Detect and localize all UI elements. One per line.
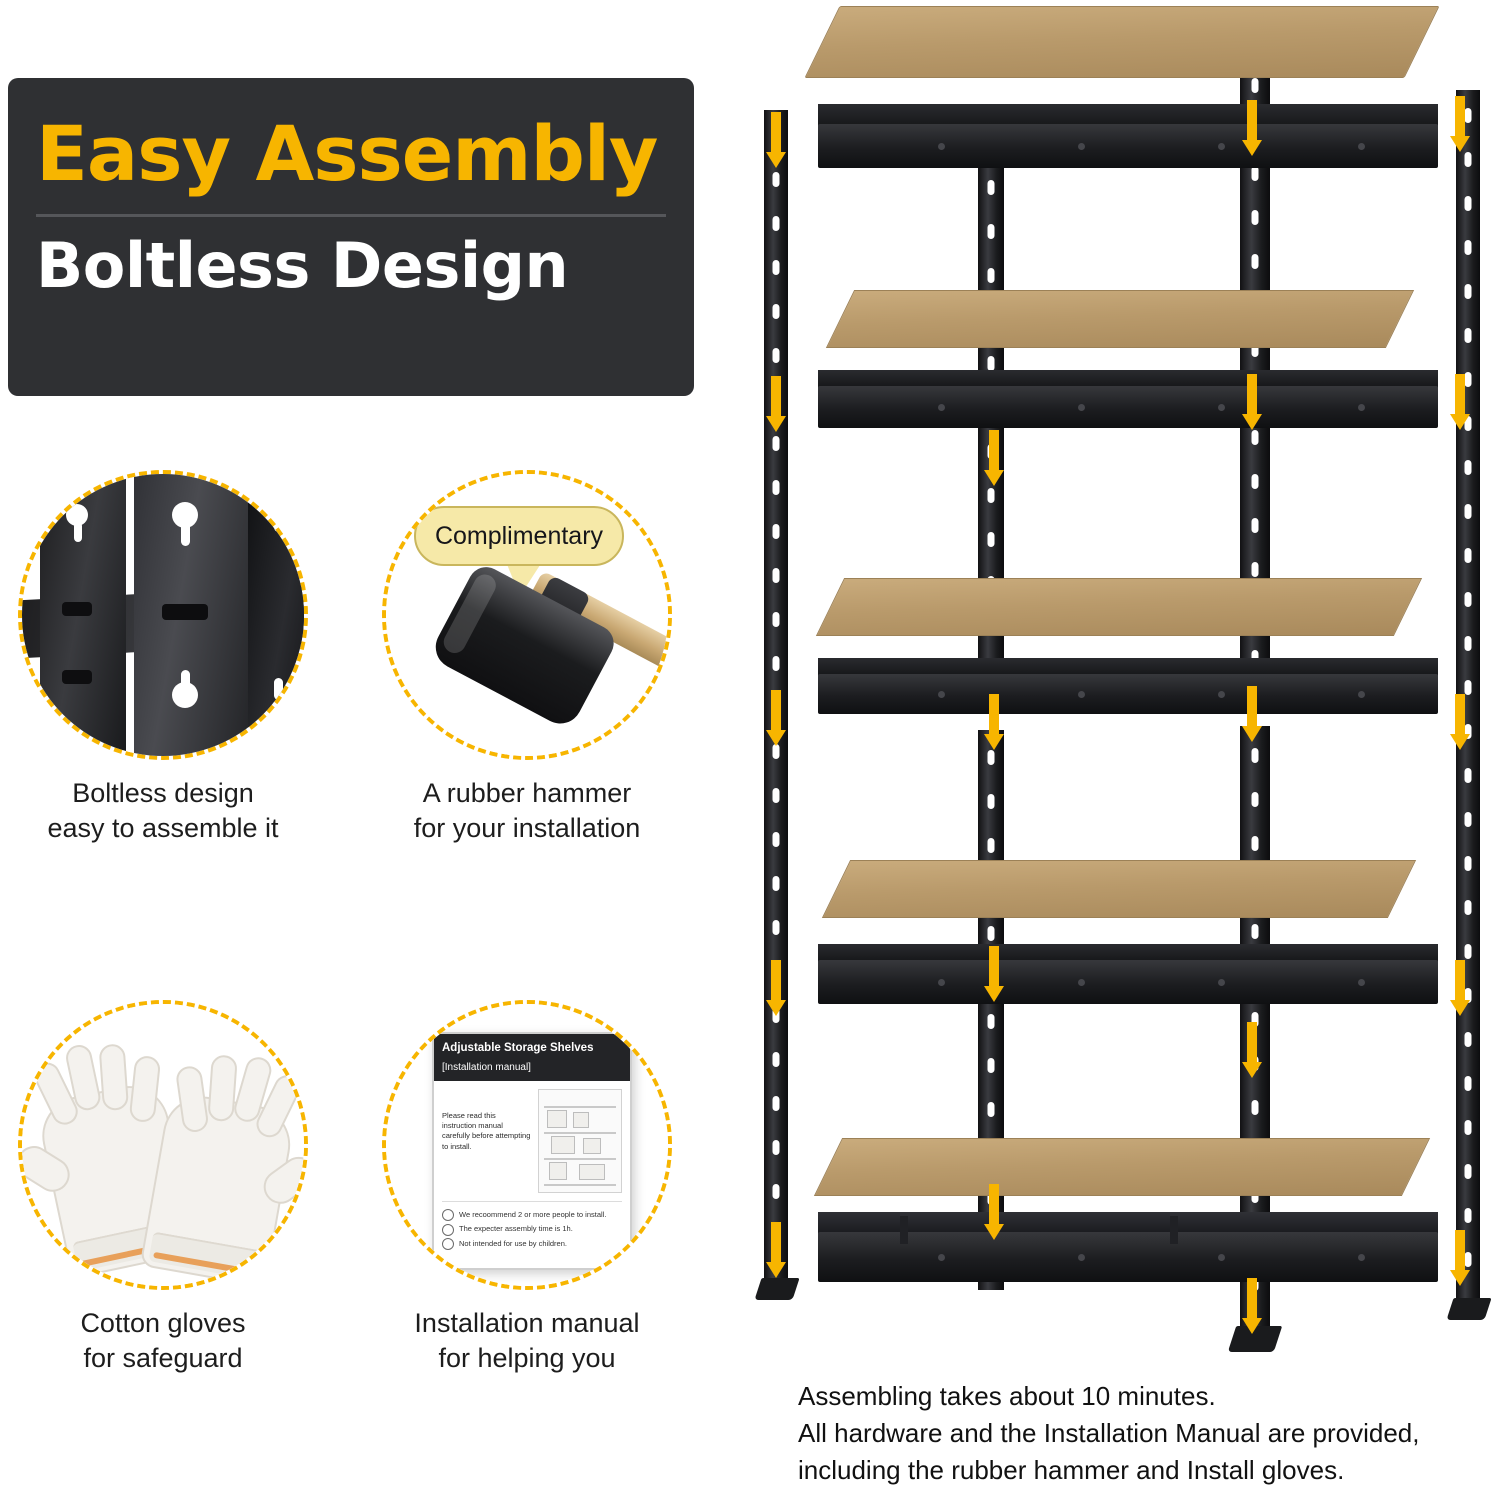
assembly-arrow xyxy=(984,1184,1004,1240)
assembly-arrow xyxy=(984,694,1004,750)
rubber-hammer-icon xyxy=(386,474,668,756)
assembly-arrow xyxy=(1450,960,1470,1016)
feature-boltless-caption xyxy=(18,776,308,845)
assembly-arrow xyxy=(984,430,1004,486)
feature-boltless-caption-line2: easy to assemble it xyxy=(47,812,279,843)
shelf-board-1 xyxy=(804,6,1439,78)
cotton-gloves-icon xyxy=(22,1004,304,1286)
feature-gloves-caption xyxy=(18,1306,308,1375)
assembly-arrow xyxy=(766,690,786,746)
manual-title: Adjustable Storage Shelves xyxy=(434,1034,630,1062)
feature-gloves-caption-line2: for safeguard xyxy=(83,1342,243,1373)
assembly-arrow xyxy=(1242,1022,1262,1078)
feature-boltless xyxy=(18,470,308,845)
feature-hammer-caption-line2: for your installation xyxy=(413,812,641,843)
shelf-beam-front-4 xyxy=(818,960,1438,1004)
manual-thumbnail-illustration xyxy=(538,1089,622,1193)
feature-gloves xyxy=(18,1000,308,1375)
manual-note-3: Not intended for use by children. xyxy=(459,1238,567,1248)
assembly-arrow xyxy=(1450,1230,1470,1286)
left-feature-column xyxy=(0,0,740,1500)
feature-gloves-image xyxy=(18,1000,308,1290)
shelf-beam-bottom-cross-2 xyxy=(1170,1216,1178,1244)
no-children-icon xyxy=(442,1238,454,1250)
feature-manual-caption-line2: for helping you xyxy=(438,1342,616,1373)
shelf-board-3 xyxy=(816,578,1422,636)
people-icon xyxy=(442,1209,454,1221)
assembly-arrow xyxy=(766,112,786,168)
manual-notes xyxy=(442,1201,622,1251)
upright-foot-right xyxy=(1446,1298,1491,1320)
assembly-arrow xyxy=(766,1222,786,1278)
shelf-board-4 xyxy=(822,860,1416,918)
assembly-arrow xyxy=(984,946,1004,1002)
feature-hammer-caption-line1: A rubber hammer xyxy=(422,778,632,808)
shelf-beam-front-2 xyxy=(818,386,1438,428)
assembly-arrow xyxy=(1242,686,1262,742)
footer-note-line2: All hardware and the Installation Manual are provided, xyxy=(798,1417,1420,1448)
assembly-arrow xyxy=(766,960,786,1016)
hammer-head xyxy=(428,561,620,731)
exploded-shelving-assembly-diagram xyxy=(740,0,1492,1500)
manual-note-1: We recoommend 2 or more people to install. xyxy=(459,1210,607,1220)
complimentary-badge: Complimentary xyxy=(414,506,624,566)
upright-foot-left xyxy=(754,1278,799,1300)
assembly-arrow xyxy=(1242,374,1262,430)
metal-upright-bracket-icon xyxy=(22,474,304,756)
shelf-board-2 xyxy=(826,290,1414,348)
installation-manual-icon xyxy=(386,1004,668,1286)
footer-note-line1: Assembling takes about 10 minutes. xyxy=(798,1381,1216,1411)
shelf-beam-front-5 xyxy=(818,1232,1438,1282)
feature-hammer-image xyxy=(382,470,672,760)
feature-boltless-image xyxy=(18,470,308,760)
manual-subtitle: [Installation manual] xyxy=(434,1062,630,1081)
shelf-beam-front-1 xyxy=(818,124,1438,168)
feature-manual-image xyxy=(382,1000,672,1290)
feature-hammer xyxy=(382,470,672,845)
assembly-arrow xyxy=(1242,1278,1262,1334)
headline-secondary-text: Boltless Design xyxy=(36,228,569,302)
clock-icon xyxy=(442,1224,454,1236)
assembly-arrow xyxy=(766,376,786,432)
manual-page xyxy=(432,1032,632,1270)
shelf-board-5 xyxy=(814,1138,1430,1196)
assembly-arrow xyxy=(1450,374,1470,430)
shelf-beam-front-3 xyxy=(818,674,1438,714)
footer-note-line3: including the rubber hammer and Install gloves. xyxy=(798,1454,1345,1485)
feature-manual-caption-line1: Installation manual xyxy=(414,1308,640,1338)
shelf-beam-bottom-cross xyxy=(900,1216,908,1244)
feature-hammer-caption xyxy=(382,776,672,845)
headline-banner xyxy=(8,78,694,396)
assembly-arrow xyxy=(1242,100,1262,156)
assembly-arrow xyxy=(1450,96,1470,152)
feature-boltless-caption-line1: Boltless design xyxy=(72,778,254,808)
assembly-arrow xyxy=(1450,694,1470,750)
feature-gloves-caption-line1: Cotton gloves xyxy=(80,1308,246,1338)
footer-note xyxy=(798,1378,1492,1489)
headline-primary-text: Easy Assembly xyxy=(36,109,658,198)
manual-note-2: The expecter assembly time is 1h. xyxy=(459,1224,573,1234)
headline-divider xyxy=(36,214,666,217)
manual-body-text: Please read this instruction manual carefully before attempting to install. xyxy=(442,1111,531,1151)
feature-manual xyxy=(382,1000,672,1375)
feature-manual-caption xyxy=(382,1306,672,1375)
